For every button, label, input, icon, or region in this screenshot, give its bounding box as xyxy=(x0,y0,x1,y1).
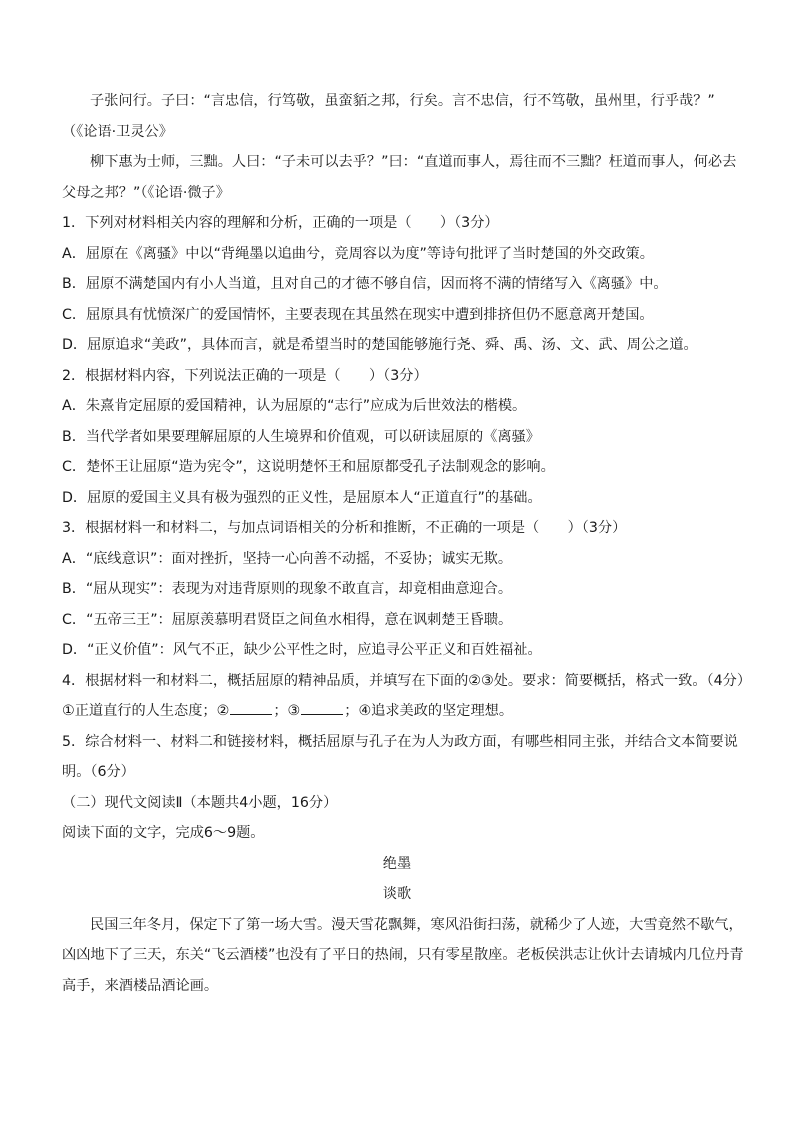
passage-line: 柳下惠为士师，三黜。人曰：“子未可以去乎？”曰：“直道而事人，焉往而不三黜？枉道而事人，何必去 xyxy=(90,154,737,170)
fill-in-line xyxy=(62,696,732,727)
option-c: C．楚怀王让屈原“造为宪令”，这说明楚怀王和屈原都受孔子法制观念的影响。 xyxy=(62,459,555,475)
story-paragraph-line: 民国三年冬月，保定下了第一场大雪。漫天雪花飘舞，寒风沿街扫荡，就稀少了人迹，大雪竟然不歇气， xyxy=(90,916,743,933)
question-stem-cont: 明。（6分） xyxy=(62,764,135,780)
option-d: D．“正义价值”：风气不正，缺少公平性之时，应追寻公平正义和百姓福祉。 xyxy=(62,642,542,658)
option-c: C．“五帝三王”：屈原羡慕明君贤臣之间鱼水相得，意在讽刺楚王昏聩。 xyxy=(62,611,513,628)
fill-part-2: ；③ xyxy=(273,703,301,719)
option-b: B．“屈从现实”：表现为对违背原则的现象不敢直言，却竟相曲意迎合。 xyxy=(62,581,513,597)
question-1 xyxy=(62,208,732,361)
question-stem: 5．综合材料一、材料二和链接材料，概括屈原与孔子在为人为政方面，有哪些相同主张，并结合文本简要说 xyxy=(62,733,738,750)
answer-blank-2[interactable] xyxy=(230,700,272,715)
story-paragraph-line: 凶凶地下了三天，东关“飞云酒楼”也没有了平日的热闹，只有零星散座。老板侯洪志让伙计去请城内几位丹青 xyxy=(62,947,744,963)
option-b: B．屈原不满楚国内有小人当道，且对自己的才德不够自信，因而将不满的情绪写入《离骚》中。 xyxy=(62,276,668,292)
question-stem: 4．根据材料一和材料二，概括屈原的精神品质，并填写在下面的②③处。要求：简要概括，格式一致。（4分） xyxy=(62,672,752,689)
answer-blank-3[interactable] xyxy=(301,700,343,715)
question-4 xyxy=(62,666,752,727)
option-a: A．屈原在《离骚》中以“背绳墨以追曲兮，竞周容以为度”等诗句批评了当时楚国的外交政策。 xyxy=(62,245,654,262)
option-b: B．当代学者如果要理解屈原的人生境界和价值观，可以研读屈原的《离骚》 xyxy=(62,428,540,445)
passage-source: （《论语·卫灵公》 xyxy=(62,123,173,140)
story xyxy=(62,849,744,1002)
option-d: D．屈原追求“美政”，具体而言，就是希望当时的楚国能够施行尧、舜、禹、汤、文、武、周公之道。 xyxy=(62,337,698,353)
option-a: A．“底线意识”：面对挫折，坚持一心向善不动摇，不妥协；诚实无欺。 xyxy=(62,550,513,567)
story-author: 谈歌 xyxy=(382,886,412,902)
section-instruction: 阅读下面的文字，完成6～9题。 xyxy=(62,825,265,841)
passage-line: 子张问行。子曰：“言忠信，行笃敬，虽蛮貊之邦，行矣。言不忠信，行不笃敬，虽州里，行乎哉？” xyxy=(90,93,715,109)
section-modern-reading xyxy=(62,788,732,849)
passage-source: 父母之邦？”（《论语·微子》 xyxy=(62,184,230,201)
question-stem: 3．根据材料一和材料二，与加点词语相关的分析和推断，不正确的一项是（ ）（3分） xyxy=(62,520,627,536)
option-d: D．屈原的爱国主义具有极为强烈的正义性，是屈原本人“正道直行”的基础。 xyxy=(62,489,542,506)
document-page xyxy=(62,86,752,1001)
fill-part-3: ；④追求美政的坚定理想。 xyxy=(344,703,514,719)
fill-part-1: ①正道直行的人生态度；② xyxy=(62,703,230,719)
question-stem: 2．根据材料内容，下列说法正确的一项是（ ）（3分） xyxy=(62,367,428,384)
question-stem: 1．下列对材料相关内容的理解和分析，正确的一项是（ ）（3分） xyxy=(62,215,499,231)
passage-zizhang xyxy=(62,86,732,147)
passage-liuxiahui xyxy=(62,147,737,208)
story-paragraph-line: 高手，来酒楼品酒论画。 xyxy=(62,977,219,994)
section-heading: （二）现代文阅读Ⅱ（本题共4小题，16分） xyxy=(62,794,338,811)
option-a: A．朱熹肯定屈原的爱国精神，认为屈原的“志行”应成为后世效法的楷模。 xyxy=(62,398,527,414)
question-3 xyxy=(62,513,732,666)
story-title: 绝墨 xyxy=(382,855,412,872)
question-2 xyxy=(62,361,732,514)
option-c: C．屈原具有忧愤深广的爱国情怀，主要表现在其虽然在现实中遭到排挤但仍不愿意离开楚国。 xyxy=(62,306,654,323)
question-5 xyxy=(62,727,738,788)
